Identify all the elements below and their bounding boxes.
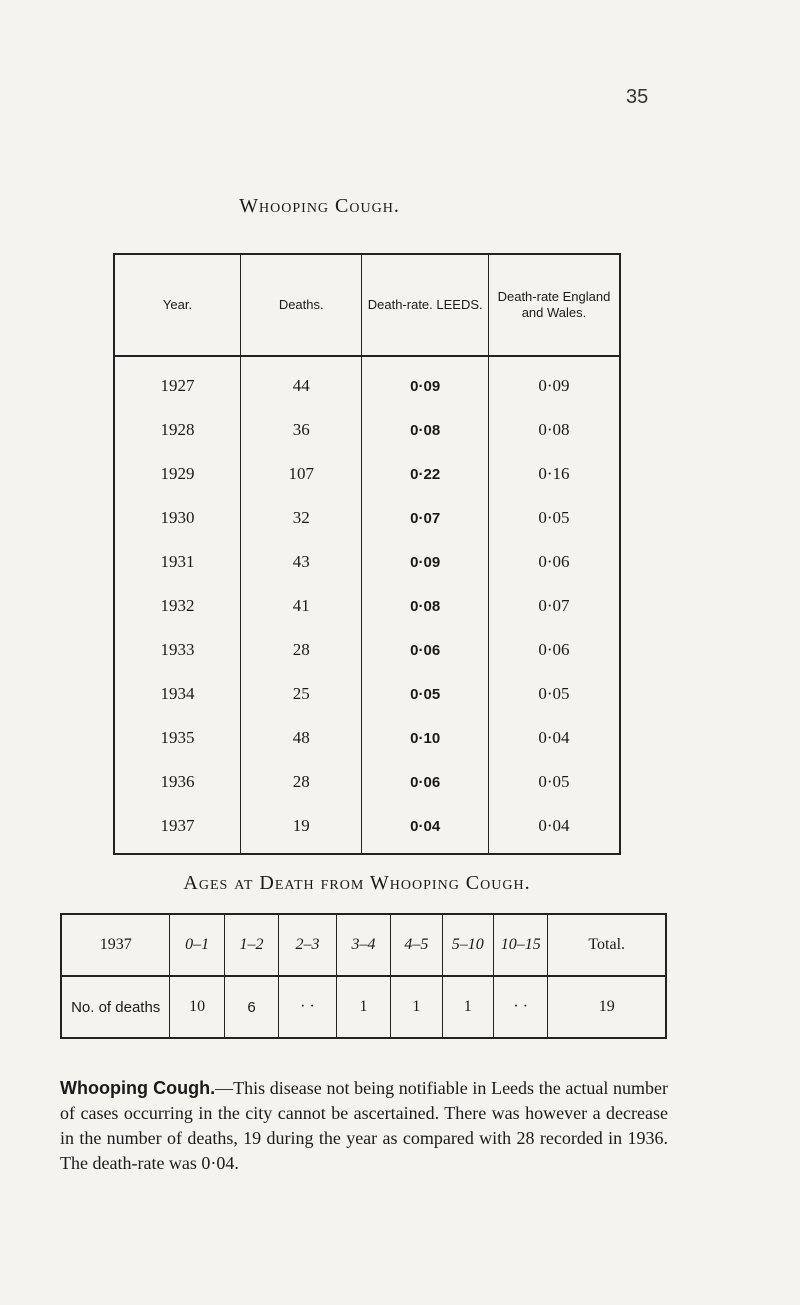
table-row [114, 628, 620, 672]
cell-deaths: 107 [241, 452, 362, 496]
cell-deaths: 28 [241, 628, 362, 672]
cell-death-rate-leeds: 0·10 [362, 716, 489, 760]
header-age-4-5: 4–5 [391, 914, 442, 976]
table-row [114, 672, 620, 716]
cell-deaths: 32 [241, 496, 362, 540]
cell-year: 1934 [114, 672, 241, 716]
header-age-1-2: 1–2 [224, 914, 278, 976]
header-total: Total. [548, 914, 666, 976]
cell-death-rate-england-wales: 0·16 [538, 464, 570, 483]
table-row [114, 452, 620, 496]
table-header-row [61, 914, 666, 976]
header-death-rate-england-wales: Death-rate England and Wales. [488, 254, 620, 356]
table-row [114, 760, 620, 804]
cell-death-rate-england-wales: 0·05 [538, 508, 570, 527]
paragraph-lead: Whooping Cough. [60, 1078, 216, 1098]
table-row [61, 976, 666, 1038]
cell-deaths: 43 [241, 540, 362, 584]
body-paragraph [60, 1076, 668, 1176]
cell-death-rate-england-wales: 0·05 [538, 684, 570, 703]
table-row [114, 356, 620, 408]
cell-death-rate-england-wales: 0·05 [538, 772, 570, 791]
cell-deaths: 44 [241, 356, 362, 408]
cell-death-rate-england-wales: 0·08 [538, 420, 570, 439]
table-row [114, 716, 620, 760]
death-rate-table [113, 253, 621, 855]
cell-year: 1929 [114, 452, 241, 496]
cell-death-rate-leeds: 0·22 [362, 452, 489, 496]
cell-deaths: 28 [241, 760, 362, 804]
cell-death-rate-england-wales: 0·07 [538, 596, 570, 615]
cell-year: 1935 [114, 716, 241, 760]
cell-death-rate-leeds: 0·05 [362, 672, 489, 716]
header-age-2-3: 2–3 [279, 914, 336, 976]
cell-age-4-5: 1 [391, 976, 442, 1038]
cell-death-rate-england-wales: 0·06 [538, 640, 570, 659]
cell-age-10-15: · · [494, 976, 548, 1038]
header-age-3-4: 3–4 [336, 914, 390, 976]
table-row [114, 408, 620, 452]
cell-total: 19 [598, 998, 615, 1015]
page-number: 35 [626, 86, 649, 108]
cell-death-rate-leeds: 0·06 [362, 760, 489, 804]
cell-year: 1937 [114, 804, 241, 854]
cell-death-rate-england-wales: 0·04 [538, 816, 570, 835]
cell-deaths: 41 [241, 584, 362, 628]
cell-year: 1930 [114, 496, 241, 540]
cell-year: 1936 [114, 760, 241, 804]
cell-death-rate-leeds: 0·08 [362, 584, 489, 628]
cell-death-rate-leeds: 0·04 [362, 804, 489, 854]
header-age-5-10: 5–10 [442, 914, 493, 976]
cell-year: 1927 [114, 356, 241, 408]
cell-death-rate-leeds: 0·09 [362, 540, 489, 584]
cell-year: 1932 [114, 584, 241, 628]
table-row [114, 540, 620, 584]
header-year: 1937 [61, 914, 170, 976]
table-row [114, 804, 620, 854]
header-death-rate-leeds: Death-rate. LEEDS. [362, 254, 489, 356]
cell-death-rate-leeds: 0·06 [362, 628, 489, 672]
cell-deaths: 36 [241, 408, 362, 452]
cell-age-2-3: · · [279, 976, 336, 1038]
header-age-0-1: 0–1 [170, 914, 224, 976]
cell-death-rate-leeds: 0·08 [362, 408, 489, 452]
cell-year: 1931 [114, 540, 241, 584]
paragraph-text: —This disease not being notifiable in Leeds the actual number of cases occurring in the city cannot be ascertained. There was however a decrease in the number of deaths, 19 during the year as compared with 28 recorded in 1936. The death-rate was 0·04. [60, 1078, 669, 1173]
cell-deaths: 25 [241, 672, 362, 716]
cell-deaths: 19 [241, 804, 362, 854]
header-age-10-15: 10–15 [494, 914, 548, 976]
header-deaths: Deaths. [241, 254, 362, 356]
cell-death-rate-england-wales: 0·06 [538, 552, 570, 571]
cell-age-1-2: 6 [224, 976, 278, 1038]
cell-year: 1933 [114, 628, 241, 672]
cell-year: 1928 [114, 408, 241, 452]
cell-death-rate-england-wales: 0·09 [538, 376, 570, 395]
cell-age-3-4: 1 [336, 976, 390, 1038]
table2-title: Ages at Death from Whooping Cough. [183, 872, 531, 894]
table-row [114, 496, 620, 540]
table-row [114, 584, 620, 628]
ages-at-death-table [60, 913, 667, 1039]
header-year: Year. [114, 254, 241, 356]
cell-deaths: 48 [241, 716, 362, 760]
cell-death-rate-leeds: 0·09 [362, 356, 489, 408]
cell-death-rate-leeds: 0·07 [362, 496, 489, 540]
cell-age-0-1: 10 [170, 976, 224, 1038]
table-header-row [114, 254, 620, 356]
cell-death-rate-england-wales: 0·04 [538, 728, 570, 747]
cell-age-5-10: 1 [442, 976, 493, 1038]
row-label: No. of deaths [61, 976, 170, 1038]
table1-title: Whooping Cough. [239, 195, 400, 217]
